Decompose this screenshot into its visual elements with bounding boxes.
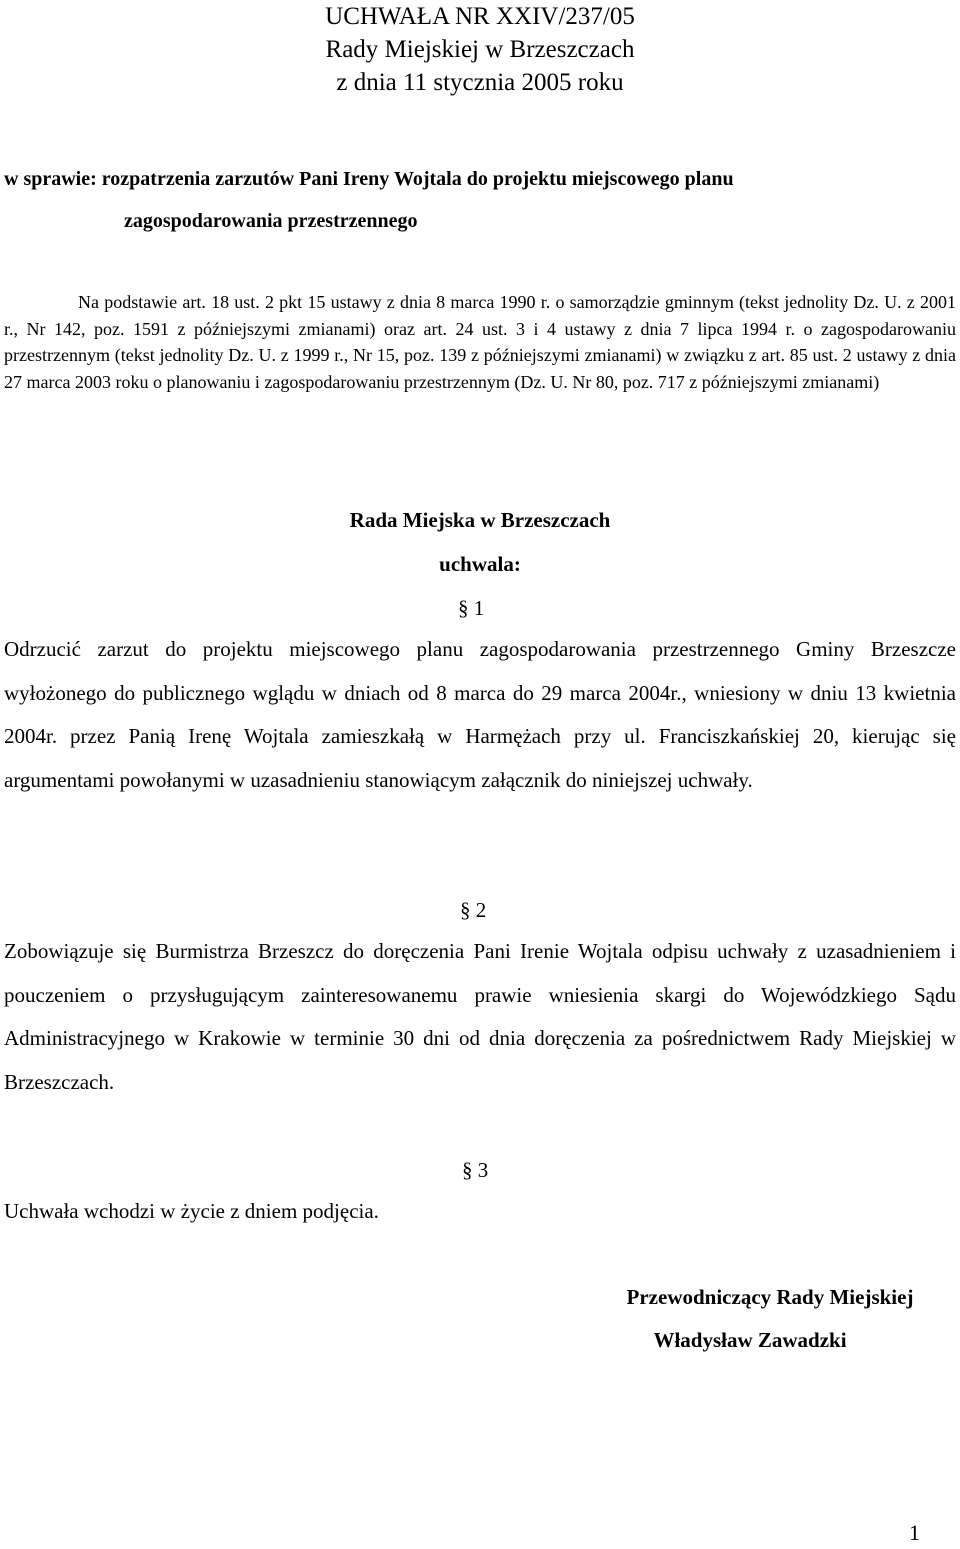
section-2-text: Zobowiązuje się Burmistrza Brzeszcz do doręczenia Pani Irenie Wojtala odpisu uchwały z uzasadnieniem i pouczeniem o przysługującym zainteresowanemu prawie wniesienia skargi do Wojewódzkiego Sądu Administracyjnego w Krakowie w terminie 30 dni od dnia doręczenia za pośrednictwem Rady Miejskiej w Brzeszczach. [4, 939, 956, 1094]
document-title [200, 0, 760, 99]
title-line-resolution-number: UCHWAŁA NR XXIV/237/05 [325, 3, 635, 30]
signature-role: Przewodniczący Rady Miejskiej [626, 1285, 914, 1309]
subject-line-2: zagospodarowania przestrzennego [124, 210, 418, 232]
section-3-mark: § 3 [462, 1158, 489, 1182]
council-name: Rada Miejska w Brzeszczach [349, 508, 611, 532]
signature-name: Władysław Zawadzki [653, 1328, 847, 1352]
section-3-text: Uchwała wchodzi w życie z dniem podjęcia. [4, 1199, 379, 1223]
resolves-heading: uchwala: [439, 552, 521, 576]
resolution-subject [4, 158, 956, 242]
section-1-text: Odrzucić zarzut do projektu miejscowego planu zagospodarowania przestrzennego Gminy Brzeszcze wyłożonego do publicznego wglądu w dniach od 8 marca do 29 marca 2004r., wniesiony w dniu 13 kwietnia 2004r. przez Panią Irenę Wojtala zamieszkałą w Harmężach przy ul. Franciszkańskiej 20, kierując się argumentami powołanymi w uzasadnieniu stanowiącym załącznik do niniejszej uchwały. [4, 637, 956, 792]
section-2-mark: § 2 [460, 898, 487, 922]
legal-basis-paragraph: Na podstawie art. 18 ust. 2 pkt 15 ustawy z dnia 8 marca 1990 r. o samorządzie gminnym (tekst jednolity Dz. U. z 2001 r., Nr 142, poz. 1591 z późniejszymi zmianami) oraz art. 24 ust. 3 i 4 ustawy z dnia 7 lipca 1994 r. o zagospodarowaniu przestrzennym (tekst jednolity Dz. U. z 1999 r., Nr 15, poz. 139 z późniejszymi zmianami) w związku z art. 85 ust. 2 ustawy z dnia 27 marca 2003 roku o planowaniu i zagospodarowaniu przestrzennym (Dz. U. Nr 80, poz. 717 z późniejszymi zmianami) [4, 292, 956, 392]
title-line-date: z dnia 11 stycznia 2005 roku [336, 69, 624, 96]
page-number: 1 [909, 1520, 920, 1545]
section-1-mark: § 1 [458, 596, 485, 620]
subject-line-1: w sprawie: rozpatrzenia zarzutów Pani Ireny Wojtala do projektu miejscowego planu [4, 168, 734, 190]
title-line-council: Rady Miejskiej w Brzeszczach [325, 36, 635, 63]
